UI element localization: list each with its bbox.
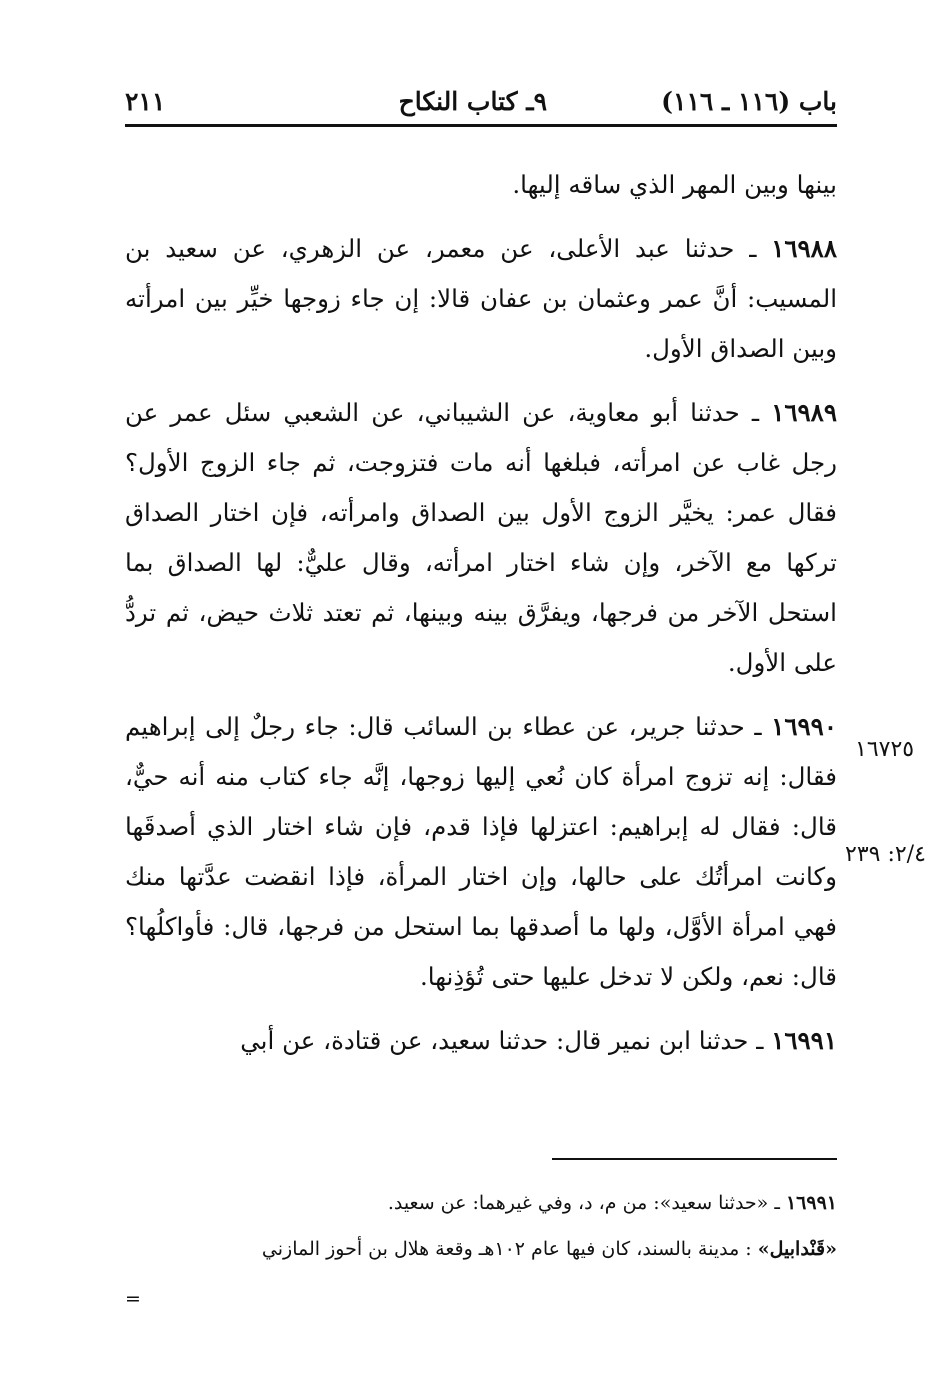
hadith-text: ـ حدثنا أبو معاوية، عن الشيباني، عن الشعبي سئل عمر عن رجل غاب عن امرأته، فبلغها أنه مات فتزوجت، ثم جاء الزوج الأول؟ فقال عمر: يخيَّر الزوج الأول بين الصداق وامرأته، فإن اختار الصداق تركها مع الآخر، وإن شاء اختار امرأته، وقال عليٌّ: لها الصداق بما استحل الآخر من فرجها، ويفرَّق بينه وبينها، ثم تعتد ثلاث حيض، ثم تردُّ على الأول. (125, 398, 837, 677)
hadith-16988 (125, 224, 837, 374)
header-rule (125, 124, 837, 127)
paragraph-text: بينها وبين المهر الذي ساقه إليها. (512, 170, 837, 199)
footnote-text: : مدينة بالسند، كان فيها عام ١٠٢هـ وقعة هلال بن أحوز المازني (261, 1238, 752, 1260)
hadith-number: ١٦٩٨٩ (771, 398, 837, 427)
margin-volume-page: ٢/٤: ٢٣٩ (845, 842, 926, 867)
hadith-number: ١٦٩٩١ (771, 1026, 837, 1055)
main-text (125, 160, 837, 1080)
hadith-number: ١٦٩٨٨ (771, 234, 837, 263)
margin-reference: ١٦٧٢٥ (855, 737, 915, 762)
section-range: باب (١١٦ ـ ١١٦) (661, 87, 837, 116)
footnote-separator (552, 1158, 837, 1160)
page-number: ٢١١ (125, 87, 166, 116)
hadith-text: ـ حدثنا جرير، عن عطاء بن السائب قال: جاء رجلٌ إلى إبراهيم فقال: إنه تزوج امرأة كان نُعي إليها زوجها، إنَّه جاء كتاب منه أنه حيٌّ، قال: فقال له إبراهيم: اعتزلها فإذا قدم، فإن شاء اختار الذي أصدقَها وكانت امرأتُك على حالها، وإن اختار المرأة، فإذا انقضت عدَّتها منك فهي امرأة الأوَّل، ولها ما أصدقها بما استحل من فرجها، قال: فأواكلُها؟ قال: نعم، ولكن لا تدخل عليها حتى تُؤذِنها. (125, 712, 837, 991)
continuation-mark: = (125, 1288, 141, 1310)
book-title: ٩ـ كتاب النكاح (398, 87, 547, 116)
paragraph-continuation (125, 160, 837, 210)
hadith-text: ـ حدثنا عبد الأعلى، عن معمر، عن الزهري، عن سعيد بن المسيب: أنَّ عمر وعثمان بن عفان قالا: إن جاء زوجها خيِّر بين امرأته وبين الصداق الأول. (125, 234, 837, 363)
hadith-text: ـ حدثنا ابن نمير قال: حدثنا سعيد، عن قتادة، عن أبي (240, 1026, 764, 1055)
hadith-16989 (125, 388, 837, 688)
footnote (125, 1226, 837, 1272)
hadith-16991 (125, 1016, 837, 1066)
footnote-label: «قَنْدابيل» (757, 1238, 837, 1260)
footnote-label: ١٦٩٩١ (785, 1192, 837, 1214)
page-header (125, 80, 837, 124)
hadith-16990 (125, 702, 837, 1002)
footnote-text: ـ «حدثنا سعيد»: من م، د، وفي غيرهما: عن سعيد. (387, 1192, 780, 1214)
hadith-number: ١٦٩٩٠ (771, 712, 837, 741)
footnotes (125, 1180, 837, 1272)
footnote (125, 1180, 837, 1226)
